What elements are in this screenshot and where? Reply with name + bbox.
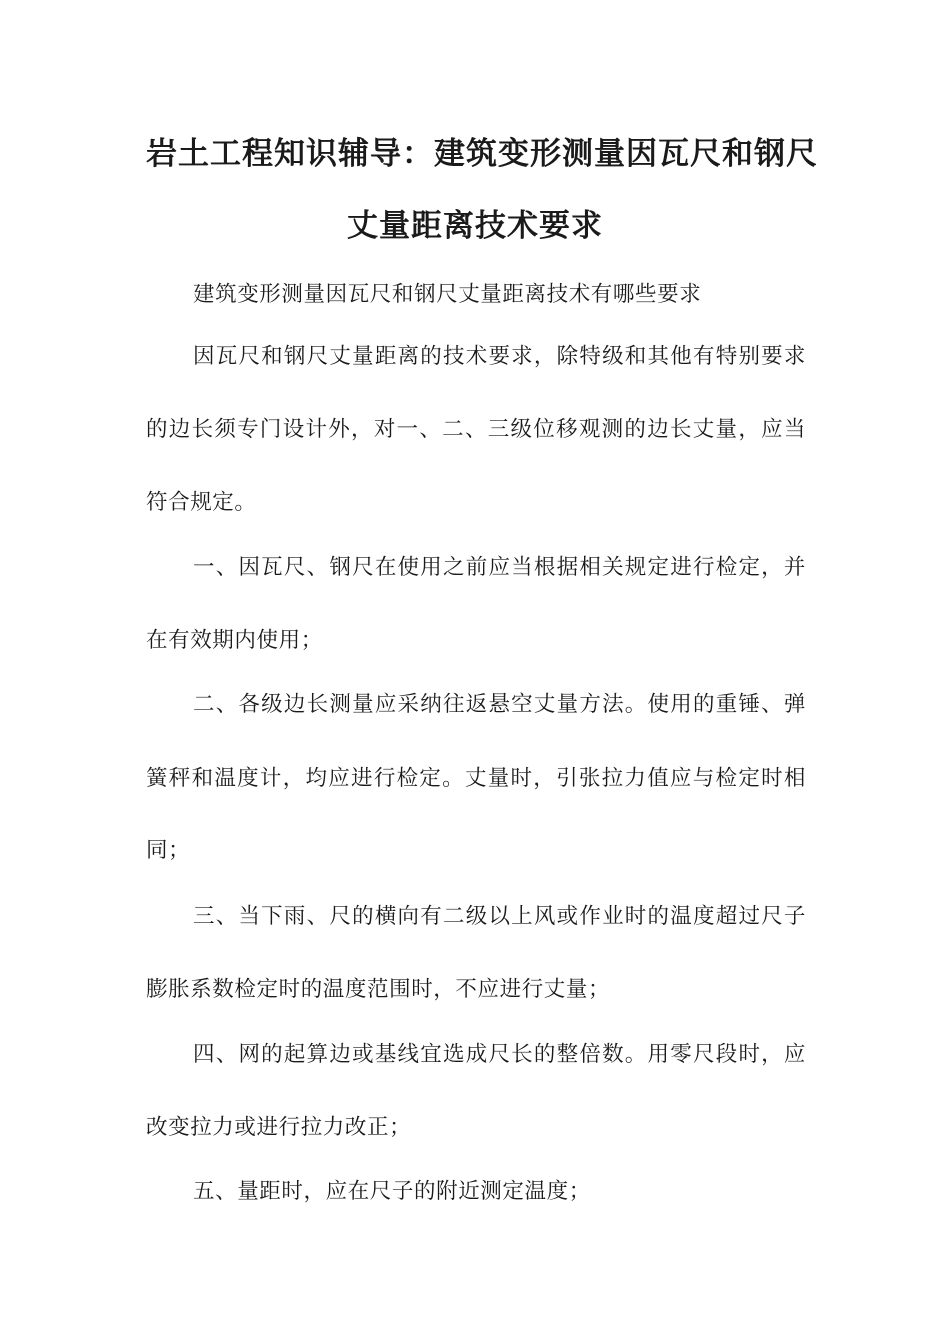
item-2-line-3: 同；: [146, 838, 191, 863]
document-title-line-1: 岩土工程知识辅导：建筑变形测量因瓦尺和钢尺: [146, 136, 818, 172]
item-1-line-1: 一、因瓦尺、钢尺在使用之前应当根据相关规定进行检定，并: [193, 555, 806, 580]
item-3-line-2: 膨胀系数检定时的温度范围时，不应进行丈量；: [146, 977, 611, 1002]
paragraph-1-line-2: 的边长须专门设计外，对一、二、三级位移观测的边长丈量，应当: [146, 417, 806, 442]
paragraph-1-line-1: 因瓦尺和钢尺丈量距离的技术要求，除特级和其他有特别要求: [193, 344, 806, 369]
item-4-line-2: 改变拉力或进行拉力改正；: [146, 1115, 412, 1140]
item-3-line-1: 三、当下雨、尺的横向有二级以上风或作业时的温度超过尺子: [193, 904, 806, 929]
item-4-line-1: 四、网的起算边或基线宜选成尺长的整倍数。用零尺段时，应: [193, 1042, 806, 1067]
document-title-line-2: 丈量距离技术要求: [347, 208, 603, 244]
paragraph-1-line-3: 符合规定。: [146, 490, 257, 515]
intro-question: 建筑变形测量因瓦尺和钢尺丈量距离技术有哪些要求: [193, 282, 702, 307]
item-1-line-2: 在有效期内使用；: [146, 628, 323, 653]
item-2-line-1: 二、各级边长测量应采纳往返悬空丈量方法。使用的重锤、弹: [193, 692, 806, 717]
item-2-line-2: 簧秤和温度计，均应进行检定。丈量时，引张拉力值应与检定时相: [146, 766, 806, 791]
item-5-line-1: 五、量距时，应在尺子的附近测定温度；: [193, 1179, 591, 1204]
